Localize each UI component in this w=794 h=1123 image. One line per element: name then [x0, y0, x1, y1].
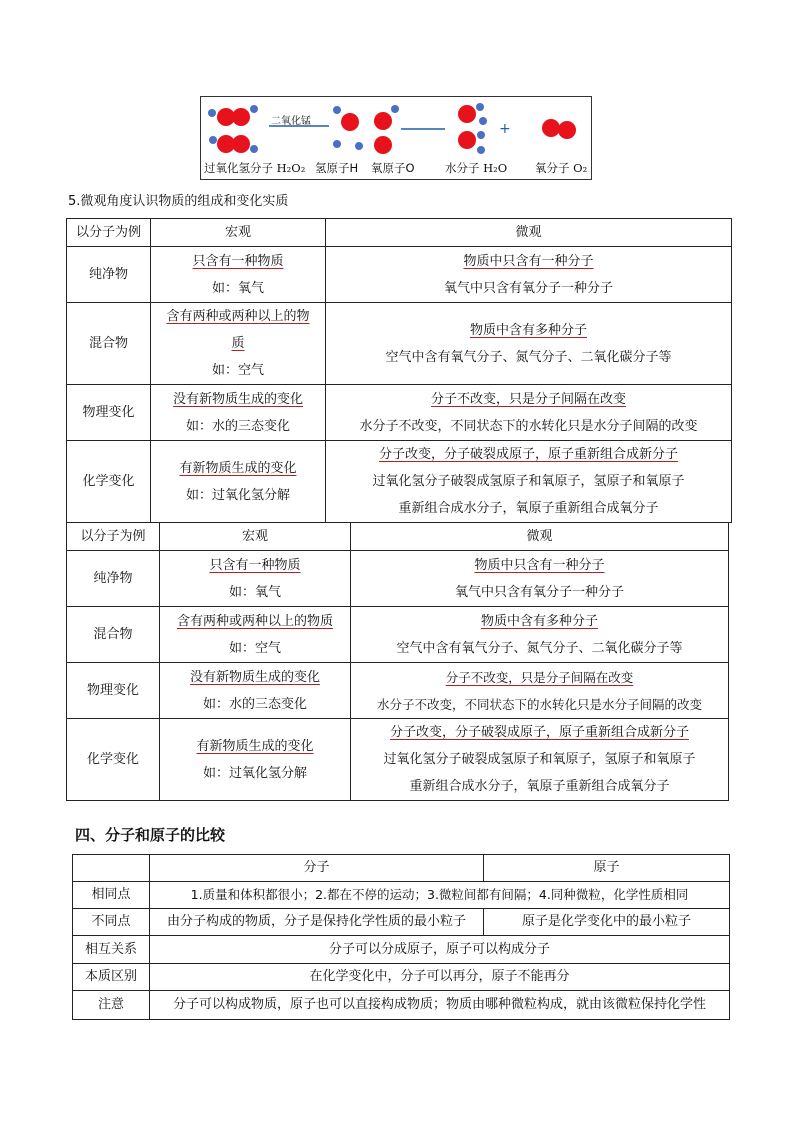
- table-row: [73, 882, 730, 909]
- table-row: [73, 909, 730, 936]
- macro-cell: 含有两种或两种以上的物 质 如：空气: [151, 303, 326, 385]
- row-label: 物理变化: [67, 663, 160, 719]
- molecule-atom-comparison-table: [72, 854, 730, 1020]
- table-row: [67, 385, 732, 441]
- table-header-row: [67, 523, 729, 551]
- table-row: [73, 964, 730, 991]
- table-row: [67, 551, 729, 607]
- row-label: 相同点: [73, 882, 150, 909]
- micro-cell: 物质中只含有一种分子 氧气中只含有氧分子一种分子: [351, 551, 729, 607]
- table-header-row: [67, 219, 732, 247]
- header-cell: 以分子为例: [67, 523, 160, 551]
- plus-sign: +: [499, 121, 511, 137]
- diff-molecule-cell: 由分子构成的物质，分子是保持化学性质的最小粒子: [150, 909, 484, 936]
- section-5-title: 5.微观角度认识物质的组成和变化实质: [68, 194, 289, 209]
- micro-macro-table-2: [66, 522, 729, 801]
- micro-cell: 物质中含有多种分子 空气中含有氧气分子、氮气分子、二氧化碳分子等: [351, 607, 729, 663]
- row-label: 注意: [73, 991, 150, 1020]
- catalyst-label: 二氧化锰: [271, 116, 311, 127]
- same-points-cell: 1.质量和体积都很小；2.都在不停的运动；3.微粒间都有间隔；4.同种微粒，化学性质相同: [150, 882, 730, 909]
- header-cell: 微观: [351, 523, 729, 551]
- table-row: [67, 303, 732, 385]
- row-label: 纯净物: [67, 551, 160, 607]
- separated-atoms: [333, 105, 399, 154]
- micro-macro-table-1: [66, 218, 732, 523]
- macro-cell: 只含有一种物质 如：氧气: [151, 247, 326, 303]
- table-row: [67, 607, 729, 663]
- diff-atom-cell: 原子是化学变化中的最小粒子: [484, 909, 730, 936]
- header-cell: 原子: [484, 855, 730, 882]
- micro-cell: 物质中含有多种分子 空气中含有氧气分子、氮气分子、二氧化碳分子等: [326, 303, 732, 385]
- table-row: [67, 441, 732, 523]
- label-hydrogen-atom: 氢原子H: [315, 161, 359, 175]
- macro-cell: 只含有一种物质 如：氧气: [160, 551, 351, 607]
- note-cell: 分子可以构成物质，原子也可以直接构成物质；物质由哪种微粒构成，就由该微粒保持化学性: [150, 991, 730, 1020]
- essence-cell: 在化学变化中，分子可以再分，原子不能再分: [150, 964, 730, 991]
- header-cell: [73, 855, 150, 882]
- micro-cell: 分子不改变，只是分子间隔在改变 水分子不改变，不同状态下的水转化只是水分子间隔的改变: [326, 385, 732, 441]
- table-row: [67, 719, 729, 801]
- row-label: 混合物: [67, 607, 160, 663]
- relation-cell: 分子可以分成原子，原子可以构成分子: [150, 936, 730, 964]
- table-row: [67, 663, 729, 719]
- row-label: 纯净物: [67, 247, 151, 303]
- water-molecules: [458, 103, 487, 154]
- macro-cell: 含有两种或两种以上的物质 如：空气: [160, 607, 351, 663]
- header-cell: 宏观: [160, 523, 351, 551]
- row-label: 化学变化: [67, 441, 151, 523]
- label-hydrogen-peroxide: 过氧化氢分子 H₂O₂: [204, 161, 306, 175]
- reaction-diagram: [200, 96, 592, 180]
- row-label: 混合物: [67, 303, 151, 385]
- micro-cell: 分子不改变，只是分子间隔在改变 水分子不改变，不同状态下的水转化只是水分子间隔的改变: [351, 663, 729, 719]
- header-cell: 微观: [326, 219, 732, 247]
- section-4-title: 四、分子和原子的比较: [75, 826, 226, 844]
- row-label: 相互关系: [73, 936, 150, 964]
- micro-cell: 物质中只含有一种分子 氧气中只含有氧分子一种分子: [326, 247, 732, 303]
- label-water-molecule: 水分子 H₂O: [445, 161, 508, 175]
- label-oxygen-molecule: 氧分子 O₂: [535, 161, 588, 175]
- micro-cell: 分子改变，分子破裂成原子，原子重新组合成新分子 过氧化氢分子破裂成氢原子和氧原子，氢原子和氧原子 重新组合成水分子，氧原子重新组合成氧分子: [351, 719, 729, 801]
- header-cell: 以分子为例: [67, 219, 151, 247]
- label-oxygen-atom: 氧原子O: [371, 161, 415, 175]
- row-label: 化学变化: [67, 719, 160, 801]
- table-header-row: [73, 855, 730, 882]
- macro-cell: 有新物质生成的变化 如：过氧化氢分解: [151, 441, 326, 523]
- header-cell: 分子: [150, 855, 484, 882]
- table-row: [67, 247, 732, 303]
- oxygen-molecule: [542, 119, 576, 139]
- row-label: 物理变化: [67, 385, 151, 441]
- micro-cell: 分子改变，分子破裂成原子，原子重新组合成新分子 过氧化氢分子破裂成氢原子和氧原子，氢原子和氧原子 重新组合成水分子，氧原子重新组合成氧分子: [326, 441, 732, 523]
- header-cell: 宏观: [151, 219, 326, 247]
- table-row: [73, 936, 730, 964]
- macro-cell: 没有新物质生成的变化 如：水的三态变化: [151, 385, 326, 441]
- row-label: 不同点: [73, 909, 150, 936]
- row-label: 本质区别: [73, 964, 150, 991]
- table-row: [73, 991, 730, 1020]
- macro-cell: 有新物质生成的变化 如：过氧化氢分解: [160, 719, 351, 801]
- macro-cell: 没有新物质生成的变化 如：水的三态变化: [160, 663, 351, 719]
- hydrogen-peroxide-molecules: [208, 105, 258, 153]
